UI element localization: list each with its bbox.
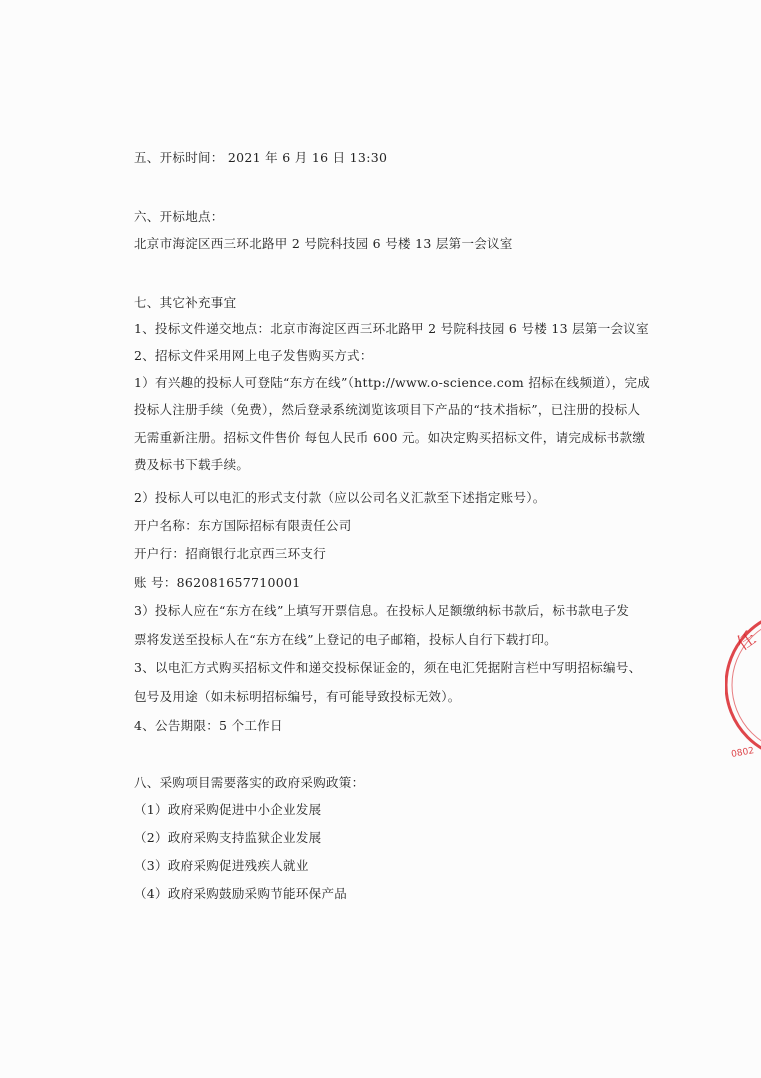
procurement-policy-heading: 八、采购项目需要落实的政府采购政策： xyxy=(134,775,365,790)
purchase-step-1-line-3: 无需重新注册。招标文件售价 每包人民币 600 元。如决定购买招标文件，请完成标书款缴 xyxy=(134,430,646,445)
seal-digits: 0802 xyxy=(730,746,755,760)
policy-item-3: （3）政府采购促进残疾人就业 xyxy=(134,858,309,873)
submission-location: 1、投标文件递交地点：北京市海淀区西三环北路甲 2 号院科技园 6 号楼 13 层第一会议室 xyxy=(134,321,649,336)
bid-opening-time: 五、开标时间： 2021 年 6 月 16 日 13:30 xyxy=(134,150,388,165)
bid-opening-location-heading: 六、开标地点： xyxy=(134,209,224,224)
purchase-step-1-line-4: 费及标书下载手续。 xyxy=(134,457,250,472)
purchase-method: 2、招标文件采用网上电子发售购买方式： xyxy=(134,348,373,363)
account-bank: 开户行：招商银行北京西三环支行 xyxy=(134,546,327,561)
account-name: 开户名称：东方国际招标有限责任公司 xyxy=(134,518,352,533)
invoice-step-line-1: 3）投标人应在“东方在线”上填写开票信息。在投标人足额缴纳标书款后，标书款电子发 xyxy=(134,603,630,618)
notice-period: 4、公告期限：5 个工作日 xyxy=(134,718,283,733)
policy-item-1: （1）政府采购促进中小企业发展 xyxy=(134,802,322,817)
supplementary-heading: 七、其它补充事宜 xyxy=(134,295,237,310)
purchase-step-1-line-1: 1）有兴趣的投标人可登陆“东方在线”（http://www.o-science.com 招标在线频道），完成 xyxy=(134,375,651,390)
seal-char: 任 xyxy=(733,627,760,655)
purchase-step-2: 2）投标人可以电汇的形式支付款（应以公司名义汇款至下述指定账号）。 xyxy=(134,490,546,505)
wire-note-line-2: 包号及用途（如未标明招标编号，有可能导致投标无效）。 xyxy=(134,689,461,704)
purchase-step-1-line-2: 投标人注册手续（免费），然后登录系统浏览该项目下产品的“技术指标”，已注册的投标人 xyxy=(134,402,641,417)
account-number: 账 号：862081657710001 xyxy=(134,575,301,590)
bid-opening-location: 北京市海淀区西三环北路甲 2 号院科技园 6 号楼 13 层第一会议室 xyxy=(134,236,513,251)
invoice-step-line-2: 票将发送至投标人在“东方在线”上登记的电子邮箱，投标人自行下载打印。 xyxy=(134,632,557,647)
policy-item-2: （2）政府采购支持监狱企业发展 xyxy=(134,830,322,845)
official-seal xyxy=(725,600,761,770)
policy-item-4: （4）政府采购鼓励采购节能环保产品 xyxy=(134,886,348,901)
wire-note-line-1: 3、以电汇方式购买招标文件和递交投标保证金的，须在电汇凭据附言栏中写明招标编号、 xyxy=(134,660,642,675)
